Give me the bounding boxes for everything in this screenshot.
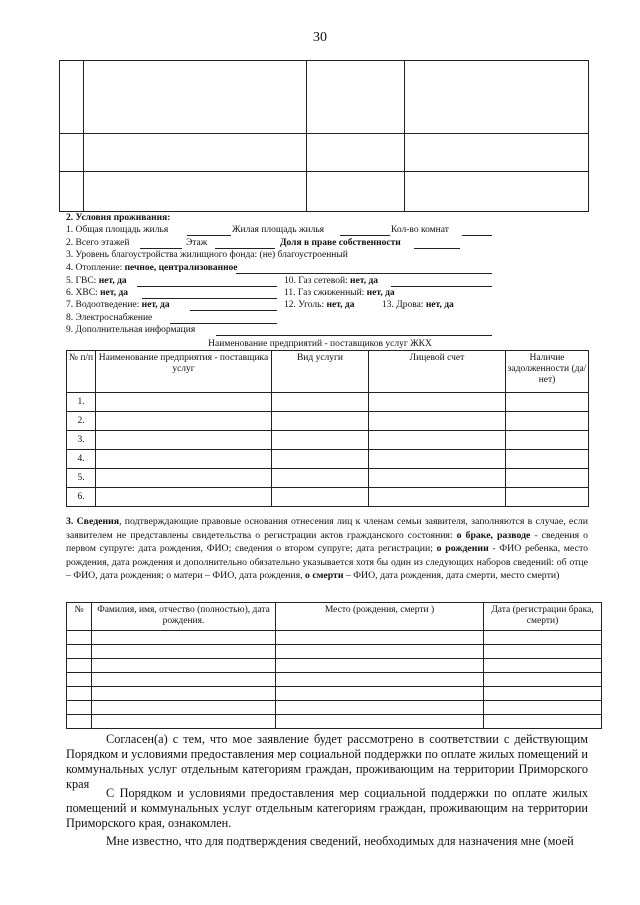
table-cell[interactable]	[92, 645, 276, 659]
total-area-field[interactable]	[187, 235, 231, 236]
additional-info-field[interactable]	[216, 335, 492, 336]
table-cell[interactable]	[92, 715, 276, 729]
table-cell[interactable]	[484, 673, 602, 687]
table-cell[interactable]	[272, 412, 369, 431]
suppliers-header-name: Наименование предприятия - поставщика услуг	[96, 351, 272, 393]
table-cell[interactable]	[276, 659, 484, 673]
firewood-line: 13. Дрова: нет, да	[382, 300, 454, 310]
row-number: 5.	[67, 469, 96, 488]
heating-line: 4. Отопление: печное, централизованное	[66, 263, 238, 273]
table-cell[interactable]	[92, 659, 276, 673]
table-cell[interactable]	[92, 701, 276, 715]
heating-field[interactable]	[236, 273, 492, 274]
table-cell[interactable]	[272, 450, 369, 469]
table-cell[interactable]	[506, 431, 589, 450]
ownership-share-field[interactable]	[414, 248, 460, 249]
table-cell[interactable]	[484, 687, 602, 701]
top-table-cell	[60, 61, 84, 134]
living-area-label: Жилая площадь жилья	[232, 225, 325, 235]
row-number: 3.	[67, 431, 96, 450]
table-cell[interactable]	[96, 431, 272, 450]
table-cell[interactable]	[272, 393, 369, 412]
floors-label: 2. Всего этажей	[66, 238, 130, 248]
table-cell[interactable]	[96, 488, 272, 507]
table-cell[interactable]	[369, 450, 506, 469]
table-cell[interactable]	[484, 659, 602, 673]
table-cell[interactable]	[276, 687, 484, 701]
table-cell[interactable]	[67, 701, 92, 715]
section2-title: 2. Условия проживания:	[66, 213, 171, 223]
suppliers-header-service: Вид услуги	[272, 351, 369, 393]
gas-network-line: 10. Газ сетевой: нет, да	[284, 276, 378, 286]
table-cell[interactable]	[96, 469, 272, 488]
top-table-cell	[307, 134, 405, 172]
table-cell[interactable]	[67, 715, 92, 729]
table-cell[interactable]	[369, 488, 506, 507]
gas-liquid-line: 11. Газ сжиженный: нет, да	[284, 288, 395, 298]
table-cell[interactable]	[276, 645, 484, 659]
table-cell[interactable]	[276, 673, 484, 687]
row-number: 2.	[67, 412, 96, 431]
floor-label: Этаж	[186, 238, 208, 248]
hot-water-field[interactable]	[137, 286, 277, 287]
consent-paragraph-1: Согласен(а) с тем, что мое заявление будет рассмотрено в соответствии с действующим Порядком и условиями предоставления мер социальной поддержки по оплате жилых помещений и коммунальных услуг отдельным категориям граждан, проживающим на территории Приморского края	[66, 732, 588, 791]
hot-water-line: 5. ГВС: нет, да	[66, 276, 127, 286]
living-area-field[interactable]	[340, 235, 390, 236]
consent-paragraph-2: С Порядком и условиями предоставления мер социальной поддержки по оплате жилых помещений и коммунальных услуг отдельным категориям граждан, проживающим на территории Приморского края, ознакомлен.	[66, 786, 588, 830]
rooms-field[interactable]	[462, 235, 492, 236]
page-number: 30	[313, 30, 327, 45]
table-cell[interactable]	[272, 488, 369, 507]
table-cell[interactable]	[272, 431, 369, 450]
table-cell[interactable]	[67, 687, 92, 701]
table-cell[interactable]	[484, 701, 602, 715]
top-table-cell	[60, 172, 84, 212]
table-cell[interactable]	[276, 631, 484, 645]
suppliers-caption: Наименование предприятий - поставщиков услуг ЖКХ	[208, 339, 432, 349]
section3-text: 3. Сведения, подтверждающие правовые основания отнесения лиц к членам семьи заявителя, заполняются в случае, если заявителем не представлены свидетельства о регистрации актов гражданского состояния: о браке, разводе - сведения о первом супруге: дата рождения, ФИО; сведения о втором супруге; дата регистрации; о рождении - ФИО ребенка, место рождения, дата рождения и дополнительно обязательно указывается хотя бы один из следующих наборов сведений: об отце – ФИО, дата рождения; о матери – ФИО, дата рождения, о смерти – ФИО, дата рождения, дата смерти, место смерти)	[66, 516, 589, 581]
suppliers-table	[66, 350, 589, 507]
rooms-label: Кол-во комнат	[391, 225, 449, 235]
table-cell[interactable]	[92, 673, 276, 687]
table-cell[interactable]	[67, 673, 92, 687]
top-table-cell	[405, 172, 589, 212]
line-1-label: 1. Общая площадь жилья	[66, 225, 169, 235]
row-number: 6.	[67, 488, 96, 507]
cold-water-line: 6. ХВС: нет, да	[66, 288, 129, 298]
table-cell[interactable]	[67, 645, 92, 659]
table-cell[interactable]	[369, 469, 506, 488]
top-table-cell	[60, 134, 84, 172]
sewerage-field[interactable]	[190, 310, 277, 311]
top-table-cell	[307, 172, 405, 212]
top-table-cell	[307, 61, 405, 134]
table-cell[interactable]	[92, 631, 276, 645]
family-header-name: Фамилия, имя, отчество (полностью), дата рождения.	[92, 603, 276, 631]
table-cell[interactable]	[276, 701, 484, 715]
family-header-num: №	[67, 603, 92, 631]
top-table-cell	[405, 134, 589, 172]
suppliers-header-debt: Наличие задолженности (да/нет)	[506, 351, 589, 393]
top-table	[59, 60, 589, 212]
table-cell[interactable]	[484, 631, 602, 645]
table-cell[interactable]	[484, 715, 602, 729]
coal-line: 12. Уголь: нет, да	[284, 300, 355, 310]
gas-network-field[interactable]	[391, 286, 492, 287]
table-cell[interactable]	[96, 450, 272, 469]
suppliers-header-num: № п/п	[67, 351, 96, 393]
table-cell[interactable]	[96, 412, 272, 431]
table-cell[interactable]	[276, 715, 484, 729]
consent-paragraph-3: Мне известно, что для подтверждения сведений, необходимых для назначения мне (моей	[106, 834, 574, 848]
table-cell[interactable]	[369, 412, 506, 431]
table-cell[interactable]	[369, 431, 506, 450]
ownership-share-label: Доля в праве собственности	[280, 238, 401, 248]
table-cell[interactable]	[506, 450, 589, 469]
sewerage-line: 7. Водоотведение: нет, да	[66, 300, 170, 310]
table-cell[interactable]	[484, 645, 602, 659]
family-header-place: Место (рождения, смерти )	[276, 603, 484, 631]
suppliers-header-account: Лицевой счет	[369, 351, 506, 393]
top-table-cell	[84, 61, 307, 134]
table-cell[interactable]	[369, 393, 506, 412]
electricity-label: 8. Электроснабжение	[66, 313, 153, 323]
table-cell[interactable]	[272, 469, 369, 488]
table-cell[interactable]	[67, 631, 92, 645]
top-table-cell	[405, 61, 589, 134]
table-cell[interactable]	[506, 412, 589, 431]
top-table-cell	[84, 172, 307, 212]
table-cell[interactable]	[92, 687, 276, 701]
table-cell[interactable]	[506, 469, 589, 488]
additional-info-label: 9. Дополнительная информация	[66, 325, 196, 335]
table-cell[interactable]	[506, 393, 589, 412]
housing-level-line: 3. Уровень благоустройства жилищного фонда: (не) благоустроенный	[66, 250, 348, 260]
table-cell[interactable]	[506, 488, 589, 507]
family-table	[66, 602, 602, 729]
table-cell[interactable]	[96, 393, 272, 412]
table-cell[interactable]	[67, 659, 92, 673]
family-header-date: Дата (регистрации брака, смерти)	[484, 603, 602, 631]
row-number: 4.	[67, 450, 96, 469]
row-number: 1.	[67, 393, 96, 412]
top-table-cell	[84, 134, 307, 172]
